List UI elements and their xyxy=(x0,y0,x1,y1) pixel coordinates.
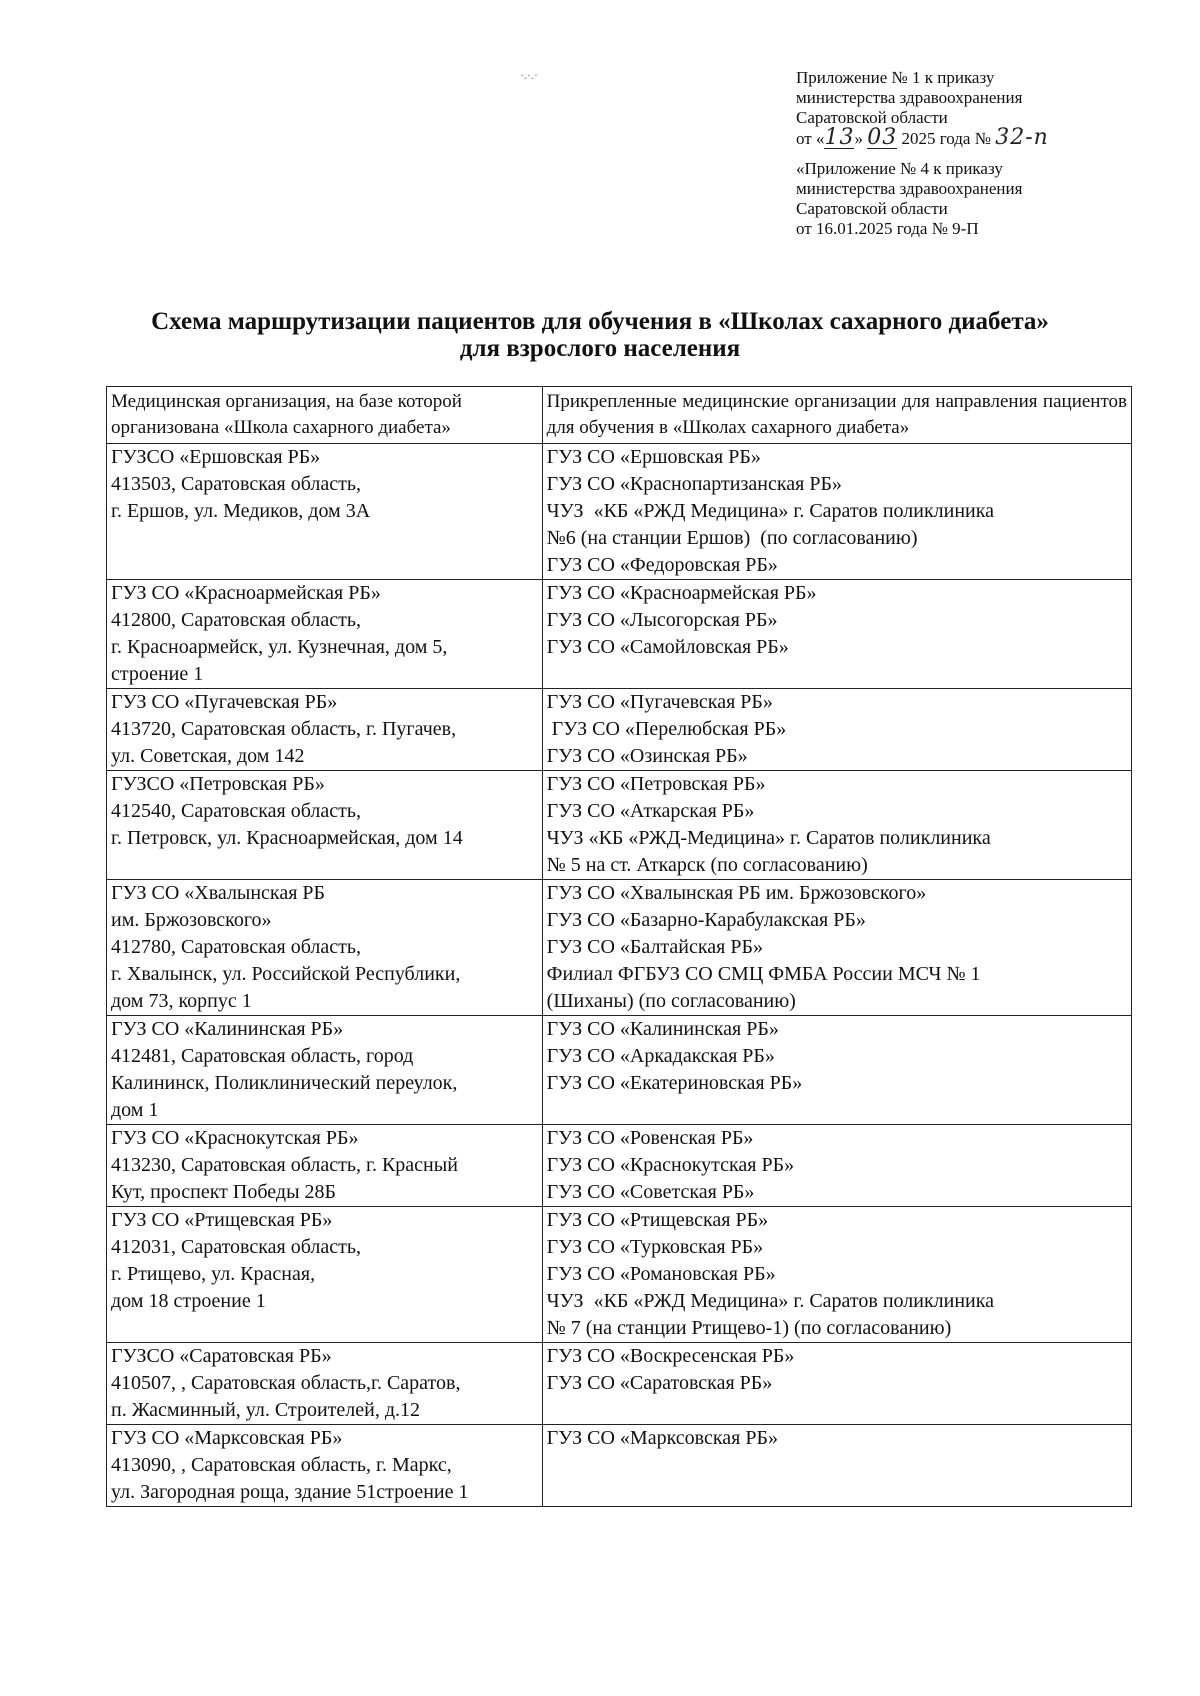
base-organization-line: ГУЗ СО «Марксовская РБ» xyxy=(111,1427,343,1449)
base-organization-cell xyxy=(107,880,543,1016)
attached-organization-line: ГУЗ СО «Ровенская РБ» xyxy=(546,1127,754,1149)
base-organization-cell xyxy=(107,444,543,580)
base-organization-line: дом 73, корпус 1 xyxy=(111,990,252,1012)
base-organization-line: 412031, Саратовская область, xyxy=(111,1236,362,1258)
attached-organizations-cell xyxy=(542,444,1131,580)
attached-organization-line: Филиал ФГБУЗ СО СМЦ ФМБА России МСЧ № 1 xyxy=(546,963,981,985)
attached-organization-line: № 5 на ст. Аткарск (по согласованию) xyxy=(546,854,868,876)
base-organization-line: им. Бржозовского» xyxy=(111,909,272,931)
attached-organization-line: ГУЗ СО «Воскресенская РБ» xyxy=(546,1345,795,1367)
attached-organizations-cell xyxy=(542,880,1131,1016)
base-organization-cell xyxy=(107,1125,543,1207)
attached-organizations-cell xyxy=(542,771,1131,880)
base-organization-line: ГУЗСО «Ершовская РБ» xyxy=(111,446,321,468)
attached-organization-line: ГУЗ СО «Краснокутская РБ» xyxy=(546,1154,795,1176)
base-organization-line: 413090, , Саратовская область, г. Маркс, xyxy=(111,1454,452,1476)
base-organization-line: 412800, Саратовская область, xyxy=(111,609,362,631)
base-organization-cell xyxy=(107,580,543,689)
base-organization-line: ул. Советская, дом 142 xyxy=(111,745,305,767)
attached-organization-line: ГУЗ СО «Пугачевская РБ» xyxy=(546,691,773,713)
table-body xyxy=(107,444,1132,1507)
attached-organizations-cell xyxy=(542,1016,1131,1125)
attached-organization-line: ГУЗ СО «Саратовская РБ» xyxy=(546,1372,773,1394)
base-organization-line: 412540, Саратовская область, xyxy=(111,800,362,822)
document-title xyxy=(0,308,1200,362)
base-organization-cell xyxy=(107,1016,543,1125)
base-organization-cell xyxy=(107,689,543,771)
base-organization-line: г. Красноармейск, ул. Кузнечная, дом 5, xyxy=(111,636,448,658)
attached-organizations-cell xyxy=(542,689,1131,771)
base-organization-line: г. Петровск, ул. Красноармейская, дом 14 xyxy=(111,827,463,849)
attached-organization-line: ЧУЗ «КБ «РЖД Медицина» г. Саратов поликлиника xyxy=(546,1290,995,1312)
attached-organization-line: ГУЗ СО «Романовская РБ» xyxy=(546,1263,776,1285)
base-organization-line: 413720, Саратовская область, г. Пугачев, xyxy=(111,718,457,740)
base-organization-line: п. Жасминный, ул. Строителей, д.12 xyxy=(111,1399,421,1421)
base-organization-line: ГУЗ СО «Красноармейская РБ» xyxy=(111,582,381,604)
attached-organization-line: ГУЗ СО «Красноармейская РБ» xyxy=(546,582,817,604)
attached-organization-line: ГУЗ СО «Ртищевская РБ» xyxy=(546,1209,769,1231)
title-line-1: Схема маршрутизации пациентов для обучения в «Школах сахарного диабета» xyxy=(151,308,1049,335)
base-organization-line: ГУЗСО «Саратовская РБ» xyxy=(111,1345,332,1367)
title-line-2: для взрослого населения xyxy=(459,335,741,362)
attached-organizations-cell xyxy=(542,1207,1131,1343)
base-organization-line: Калининск, Поликлинический переулок, xyxy=(111,1072,458,1094)
date-mid: » xyxy=(854,129,863,148)
attached-organization-line: ГУЗ СО «Советская РБ» xyxy=(546,1181,755,1203)
base-organization-cell xyxy=(107,1207,543,1343)
table-row xyxy=(107,880,1132,1016)
previous-order-line-2: министерства здравоохранения xyxy=(796,179,1023,198)
table-row xyxy=(107,1207,1132,1343)
previous-order-line-3: Саратовской области xyxy=(796,199,948,218)
approval-line-1: Приложение № 1 к приказу xyxy=(796,68,995,87)
attached-organization-line: ГУЗ СО «Калининская РБ» xyxy=(546,1018,779,1040)
attached-organizations-cell xyxy=(542,1125,1131,1207)
table-row xyxy=(107,1125,1132,1207)
attached-organization-line: ГУЗ СО «Хвалынская РБ им. Бржозовского» xyxy=(546,882,927,904)
table-row xyxy=(107,1343,1132,1425)
attached-organizations-cell xyxy=(542,580,1131,689)
attached-organization-line: ГУЗ СО «Краснопартизанская РБ» xyxy=(546,473,842,495)
table-row xyxy=(107,689,1132,771)
attached-organization-line: ЧУЗ «КБ «РЖД Медицина» г. Саратов поликлиника xyxy=(546,500,995,522)
attached-organization-line: ГУЗ СО «Аткарская РБ» xyxy=(546,800,755,822)
attached-organization-line: ГУЗ СО «Турковская РБ» xyxy=(546,1236,764,1258)
attached-organization-line: ГУЗ СО «Федоровская РБ» xyxy=(546,554,778,576)
base-organization-line: строение 1 xyxy=(111,663,204,685)
base-organization-line: ГУЗ СО «Калининская РБ» xyxy=(111,1018,344,1040)
base-organization-line: ГУЗ СО «Ртищевская РБ» xyxy=(111,1209,333,1231)
attached-organization-line: ГУЗ СО «Озинская РБ» xyxy=(546,745,748,767)
base-organization-line: 412780, Саратовская область, xyxy=(111,936,362,958)
previous-order-line-4: от 16.01.2025 года № 9-П xyxy=(796,219,979,238)
approval-line-2: министерства здравоохранения xyxy=(796,88,1023,107)
header-attached-organizations: Прикрепленные медицинские организации для направления пациентов для обучения в «Школах сахарного диабета» xyxy=(542,387,1131,444)
base-organization-line: 413230, Саратовская область, г. Красный xyxy=(111,1154,458,1176)
table-row xyxy=(107,771,1132,880)
table-row xyxy=(107,444,1132,580)
base-organization-line: ГУЗ СО «Пугачевская РБ» xyxy=(111,691,338,713)
attached-organization-line: ГУЗ СО «Перелюбская РБ» xyxy=(546,718,787,740)
scan-artifact: ·.·.· xyxy=(520,68,538,82)
attached-organization-line: ГУЗ СО «Балтайская РБ» xyxy=(546,936,763,958)
attached-organization-line: № 7 (на станции Ртищево-1) (по согласованию) xyxy=(546,1317,952,1339)
attached-organization-line: ГУЗ СО «Базарно-Карабулакская РБ» xyxy=(546,909,866,931)
base-organization-cell xyxy=(107,1343,543,1425)
base-organization-cell xyxy=(107,1425,543,1507)
attached-organizations-cell xyxy=(542,1343,1131,1425)
attached-organization-line: ГУЗ СО «Екатериновская РБ» xyxy=(546,1072,803,1094)
base-organization-line: ул. Загородная роща, здание 51строение 1 xyxy=(111,1481,469,1503)
attached-organization-line: ЧУЗ «КБ «РЖД-Медицина» г. Саратов поликлиника xyxy=(546,827,991,849)
base-organization-line: г. Ершов, ул. Медиков, дом 3А xyxy=(111,500,371,522)
base-organization-line: 410507, , Саратовская область,г. Саратов, xyxy=(111,1372,461,1394)
attached-organization-line: ГУЗ СО «Аркадакская РБ» xyxy=(546,1045,775,1067)
base-organization-line: ГУЗ СО «Хвалынская РБ xyxy=(111,882,326,904)
base-organization-line: дом 1 xyxy=(111,1099,159,1121)
base-organization-line: дом 18 строение 1 xyxy=(111,1290,266,1312)
attached-organization-line: ГУЗ СО «Марксовская РБ» xyxy=(546,1427,778,1449)
table-row xyxy=(107,1425,1132,1507)
base-organization-line: Кут, проспект Победы 28Б xyxy=(111,1181,336,1203)
previous-order-line-1: «Приложение № 4 к приказу xyxy=(796,159,1003,178)
attached-organization-line: (Шиханы) (по согласованию) xyxy=(546,990,796,1012)
base-organization-line: г. Хвалынск, ул. Российской Республики, xyxy=(111,963,461,985)
approval-line-3: Саратовской области xyxy=(796,108,948,127)
table-row xyxy=(107,1016,1132,1125)
attached-organization-line: ГУЗ СО «Петровская РБ» xyxy=(546,773,766,795)
approval-header xyxy=(796,68,1126,239)
routing-table xyxy=(106,386,1132,1507)
attached-organization-line: ГУЗ СО «Ершовская РБ» xyxy=(546,446,761,468)
handwritten-month: 03 xyxy=(867,125,898,150)
base-organization-cell xyxy=(107,771,543,880)
attached-organization-line: №6 (на станции Ершов) (по согласованию) xyxy=(546,527,918,549)
attached-organizations-cell xyxy=(542,1425,1131,1507)
base-organization-line: г. Ртищево, ул. Красная, xyxy=(111,1263,316,1285)
base-organization-line: ГУЗСО «Петровская РБ» xyxy=(111,773,325,795)
attached-organization-line: ГУЗ СО «Самойловская РБ» xyxy=(546,636,789,658)
handwritten-day: 13 xyxy=(824,125,855,150)
approval-date-line xyxy=(796,125,1126,150)
base-organization-line: ГУЗ СО «Краснокутская РБ» xyxy=(111,1127,359,1149)
base-organization-line: 413503, Саратовская область, xyxy=(111,473,362,495)
handwritten-order-number: 32-п xyxy=(995,125,1049,150)
attached-organization-line: ГУЗ СО «Лысогорская РБ» xyxy=(546,609,778,631)
date-prefix: от « xyxy=(796,129,825,148)
base-organization-line: 412481, Саратовская область, город xyxy=(111,1045,414,1067)
table-row xyxy=(107,580,1132,689)
table-header-row xyxy=(107,387,1132,444)
header-base-organization: Медицинская организация, на базе которой организована «Школа сахарного диабета» xyxy=(107,387,543,444)
date-year: 2025 года № xyxy=(901,129,991,148)
